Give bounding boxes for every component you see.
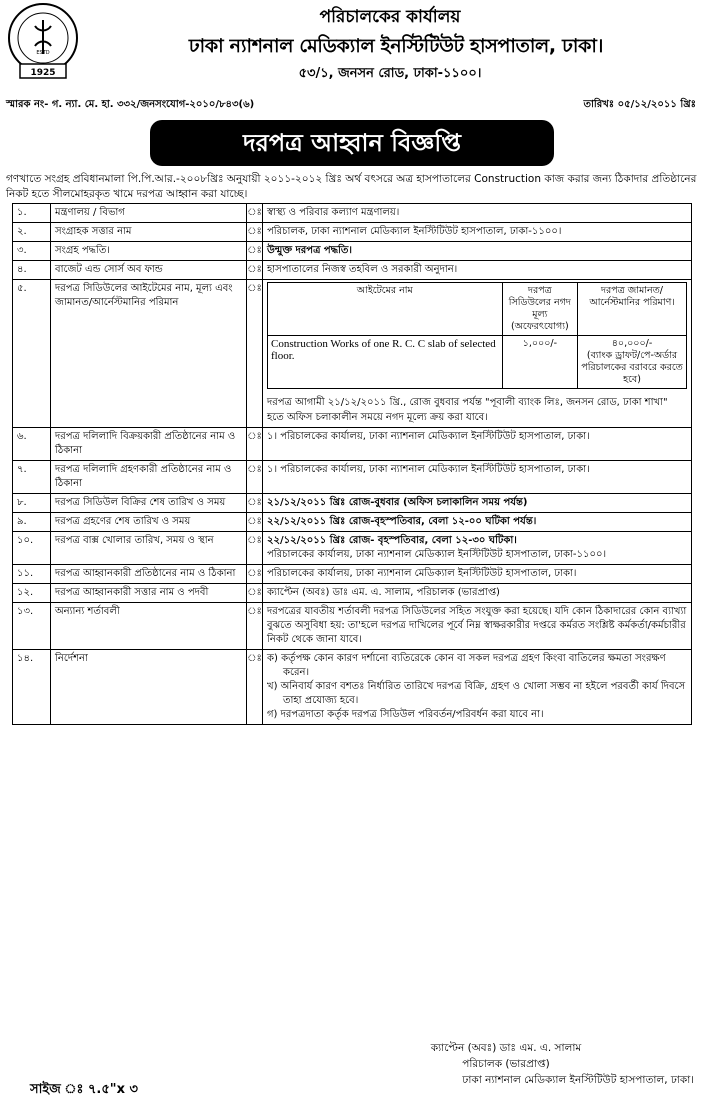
row-number: ৭. bbox=[13, 461, 51, 494]
schedule-item-security bbox=[578, 336, 687, 389]
row-label: দরপত্র গ্রহণের শেষ তারিখ ও সময় bbox=[51, 513, 247, 532]
svg-text:1925: 1925 bbox=[30, 68, 56, 78]
row-colon: ঃ bbox=[247, 261, 263, 280]
row-colon: ঃ bbox=[247, 584, 263, 603]
row-number: ১৩. bbox=[13, 603, 51, 650]
schedule-table bbox=[267, 282, 687, 389]
security-note: (ব্যাংক ড্রাফট/পে-অর্ডার পরিচালকের বরাবরে করতে হবে) bbox=[581, 350, 683, 385]
row-value bbox=[263, 532, 692, 565]
row-colon: ঃ bbox=[247, 513, 263, 532]
letterhead bbox=[0, 0, 704, 140]
row-value: পরিচালক, ঢাকা ন্যাশনাল মেডিক্যাল ইনস্টিটিউট হাসপাতাল, ঢাকা-১১০০। bbox=[263, 223, 692, 242]
hospital-address: ৫৩/১, জনসন রোড, ঢাকা-১১০০। bbox=[298, 66, 482, 81]
opening-place: পরিচালকের কার্যালয়, ঢাকা ন্যাশনাল মেডিক্যাল ইনস্টিটিউট হাসপাতাল, ঢাকা-১১০০। bbox=[267, 549, 607, 560]
svg-text:ESTD: ESTD bbox=[36, 50, 50, 56]
table-row bbox=[13, 513, 692, 532]
row-colon: ঃ bbox=[247, 428, 263, 461]
office-title: পরিচালকের কার্যালয় bbox=[319, 7, 461, 27]
row-number: ১. bbox=[13, 204, 51, 223]
table-row bbox=[13, 223, 692, 242]
schedule-item-price: ১,০০০/- bbox=[502, 336, 577, 389]
row-value: স্বাস্থ্য ও পরিবার কল্যাণ মন্ত্রণালয়। bbox=[263, 204, 692, 223]
row-colon: ঃ bbox=[247, 565, 263, 584]
row-number: ১১. bbox=[13, 565, 51, 584]
signatory-name: ক্যাপ্টেন (অবঃ) ডাঃ এম. এ. সালাম bbox=[430, 1042, 582, 1054]
table-row bbox=[13, 428, 692, 461]
row-label: অন্যান্য শর্তাবলী bbox=[51, 603, 247, 650]
row-label: নির্দেশনা bbox=[51, 650, 247, 725]
signature-block bbox=[318, 1040, 694, 1088]
memo-number: স্মারক নং- গ. ন্যা. মে. হা. ৩৩২/জনসংযোগ-২০১০/৮৪৩(৬) bbox=[6, 99, 255, 110]
schedule-header-security: দরপত্র জামানত/ আর্নেস্টমানির পরিমাণ। bbox=[578, 283, 687, 336]
hospital-name: ঢাকা ন্যাশনাল মেডিক্যাল ইনস্টিটিউট হাসপাতাল, ঢাকা। bbox=[188, 35, 604, 57]
schedule-header-price: দরপত্র সিডিউলের নগদ মূল্য (অফেরৎযোগ্য) bbox=[502, 283, 577, 336]
row-number: ১০. bbox=[13, 532, 51, 565]
table-row bbox=[13, 565, 692, 584]
direction-item: গ) দরপত্রদাতা কর্তৃক দরপত্র সিডিউল পরিবর্তন/পরিবর্ধন করা যাবে না। bbox=[267, 709, 544, 720]
row-label: সংগ্রাহক সত্তার নাম bbox=[51, 223, 247, 242]
row-colon: ঃ bbox=[247, 242, 263, 261]
row-number: ৯. bbox=[13, 513, 51, 532]
row-label: সংগ্রহ পদ্ধতি। bbox=[51, 242, 247, 261]
notice-date: তারিখঃ ০৫/১২/২০১১ খ্রিঃ bbox=[583, 99, 696, 110]
row-label: মন্ত্রণালয় / বিভাগ bbox=[51, 204, 247, 223]
row-value: ২১/১২/২০১১ খ্রিঃ রোজ-বুধবার (অফিস চলাকালিন সময় পর্যন্ত) bbox=[263, 494, 692, 513]
table-row bbox=[13, 242, 692, 261]
table-row bbox=[13, 461, 692, 494]
direction-item: ক) কর্তৃপক্ষ কোন কারণ দর্শানো ব্যতিরেকে কোন বা সকল দরপত্র গ্রহণ কিংবা বাতিলের ক্ষমতা সংরক্ষণ করেন। bbox=[267, 653, 666, 678]
row-value: দরপত্রের যাবতীয় শর্তাবলী দরপত্র সিডিউলের সহিত সংযুক্ত করা হয়েছে। যদি কোন ঠিকাদারের কোন ব্যাখ্যা বুঝতে অসুবিধা হয়: তা'হলে দরপত্র দাখিলের পূর্বে নিম্ন স্বাক্ষরকারীর দপ্তরে কর্মরত সংশ্লিষ্ট কর্মকর্তা/কর্মচারীর নিকট থেকে জানা যাবে। bbox=[263, 603, 692, 650]
notice-banner: দরপত্র আহ্বান বিজ্ঞপ্তি bbox=[150, 120, 554, 166]
row-value: হাসপাতালের নিজস্ব তহবিল ও সরকারী অনুদান। bbox=[263, 261, 692, 280]
schedule-purchase-notice: দরপত্র আগামী ২১/১২/২০১১ খ্রি., রোজ বুধবার পর্যন্ত "পূবালী ব্যাংক লিঃ, জনসন রোড, ঢাকা শাখা" হতে অফিস চলাকালীন সময়ে নগদ মূল্যে ক্রয় করা যাবে। bbox=[267, 397, 668, 423]
row-number: ২. bbox=[13, 223, 51, 242]
row-label: দরপত্র বাক্স খোলার তারিখ, সময় ও স্থান bbox=[51, 532, 247, 565]
signatory-title: পরিচালক (ভারপ্রাপ্ত) bbox=[462, 1058, 550, 1070]
row-label: দরপত্র দলিলাদি গ্রহণকারী প্রতিষ্ঠানের নাম ও ঠিকানা bbox=[51, 461, 247, 494]
row-colon: ঃ bbox=[247, 204, 263, 223]
row-colon: ঃ bbox=[247, 494, 263, 513]
schedule-header-item: আইটেমের নাম bbox=[268, 283, 503, 336]
table-row bbox=[13, 204, 692, 223]
row-number: ৮. bbox=[13, 494, 51, 513]
row-colon: ঃ bbox=[247, 650, 263, 725]
signatory-organization: ঢাকা ন্যাশনাল মেডিক্যাল ইনস্টিটিউট হাসপাতাল, ঢাকা। bbox=[462, 1074, 694, 1086]
schedule-cell bbox=[263, 280, 692, 428]
row-label: দরপত্র সিডিউলের আইটেমের নাম, মূল্য এবং জামানত/আর্নেস্টমানির পরিমান bbox=[51, 280, 247, 428]
directions-list bbox=[267, 652, 687, 722]
row-number: ১২. bbox=[13, 584, 51, 603]
row-value: ১। পরিচালকের কার্যালয়, ঢাকা ন্যাশনাল মেডিক্যাল ইনস্টিটিউট হাসপাতাল, ঢাকা। bbox=[263, 461, 692, 494]
row-number: ১৪. bbox=[13, 650, 51, 725]
table-row bbox=[13, 261, 692, 280]
table-row bbox=[13, 650, 692, 725]
intro-paragraph: গণখাতে সংগ্রহ প্রবিধানমালা পি.পি.আর.-২০০৮খ্রিঃ অনুযায়ী ২০১১-২০১২ খ্রিঃ অর্থ বৎসরে অত্র হাসপাতালের Construction কাজ করার জন্য ঠিকাদার প্রতিষ্ঠানের নিকট হতে সীলমোহরকৃত খামে দরপত্র আহ্বান করা যাচ্ছে। bbox=[6, 173, 697, 200]
row-label: দরপত্র দলিলাদি বিক্রয়কারী প্রতিষ্ঠানের নাম ও ঠিকানা bbox=[51, 428, 247, 461]
row-colon: ঃ bbox=[247, 280, 263, 428]
table-row bbox=[13, 494, 692, 513]
row-number: ৬. bbox=[13, 428, 51, 461]
row-value: ক্যাপ্টেন (অবঃ) ডাঃ এম. এ. সালাম, পরিচালক (ভারপ্রাপ্ত) bbox=[263, 584, 692, 603]
row-label: দরপত্র আহ্বানকারী সত্তার নাম ও পদবী bbox=[51, 584, 247, 603]
schedule-item-row bbox=[268, 336, 687, 389]
row-label: দরপত্র আহ্বানকারী প্রতিষ্ঠানের নাম ও ঠিকানা bbox=[51, 565, 247, 584]
table-row bbox=[13, 532, 692, 565]
table-row bbox=[13, 603, 692, 650]
schedule-item-name: Construction Works of one R. C. C slab of selected floor. bbox=[268, 336, 503, 389]
opening-time: ২২/১২/২০১১ খ্রিঃ রোজ- বৃহস্পতিবার, বেলা ১২-৩০ ঘটিকা। bbox=[267, 535, 517, 546]
row-colon: ঃ bbox=[247, 603, 263, 650]
row-value bbox=[263, 650, 692, 725]
row-value: উন্মুক্ত দরপত্র পদ্ধতি। bbox=[263, 242, 692, 261]
row-colon: ঃ bbox=[247, 223, 263, 242]
security-amount: ৪০,০০০/- bbox=[611, 338, 653, 349]
row-colon: ঃ bbox=[247, 532, 263, 565]
direction-item: খ) অনিবার্য কারণ বশতঃ নির্ধারিত তারিখে দরপত্র বিক্রি, গ্রহণ ও খোলা সম্ভব না হইলে পরবর্তী কার্য দিবসে তাহা প্রযোজ্য হবে। bbox=[267, 681, 686, 706]
row-value: ১। পরিচালকের কার্যালয়, ঢাকা ন্যাশনাল মেডিক্যাল ইনস্টিটিউট হাসপাতাল, ঢাকা। bbox=[263, 428, 692, 461]
ad-size-label: সাইজ ঃ ৭.৫"x ৩ bbox=[30, 1082, 138, 1097]
table-row bbox=[13, 280, 692, 428]
row-colon: ঃ bbox=[247, 461, 263, 494]
row-number: ৫. bbox=[13, 280, 51, 428]
row-value: পরিচালকের কার্যালয়, ঢাকা ন্যাশনাল মেডিক্যাল ইনস্টিটিউট হাসপাতাল, ঢাকা। bbox=[263, 565, 692, 584]
schedule-header-row bbox=[268, 283, 687, 336]
row-number: ৪. bbox=[13, 261, 51, 280]
tender-details-table bbox=[12, 203, 692, 725]
row-value: ২২/১২/২০১১ খ্রিঃ রোজ-বৃহস্পতিবার, বেলা ১২-০০ ঘটিকা পর্যন্ত। bbox=[263, 513, 692, 532]
row-number: ৩. bbox=[13, 242, 51, 261]
row-label: বাজেট এন্ড সোর্স অব ফান্ড bbox=[51, 261, 247, 280]
row-label: দরপত্র সিডিউল বিক্রির শেষ তারিখ ও সময় bbox=[51, 494, 247, 513]
hospital-seal-logo bbox=[6, 2, 80, 94]
table-row bbox=[13, 584, 692, 603]
